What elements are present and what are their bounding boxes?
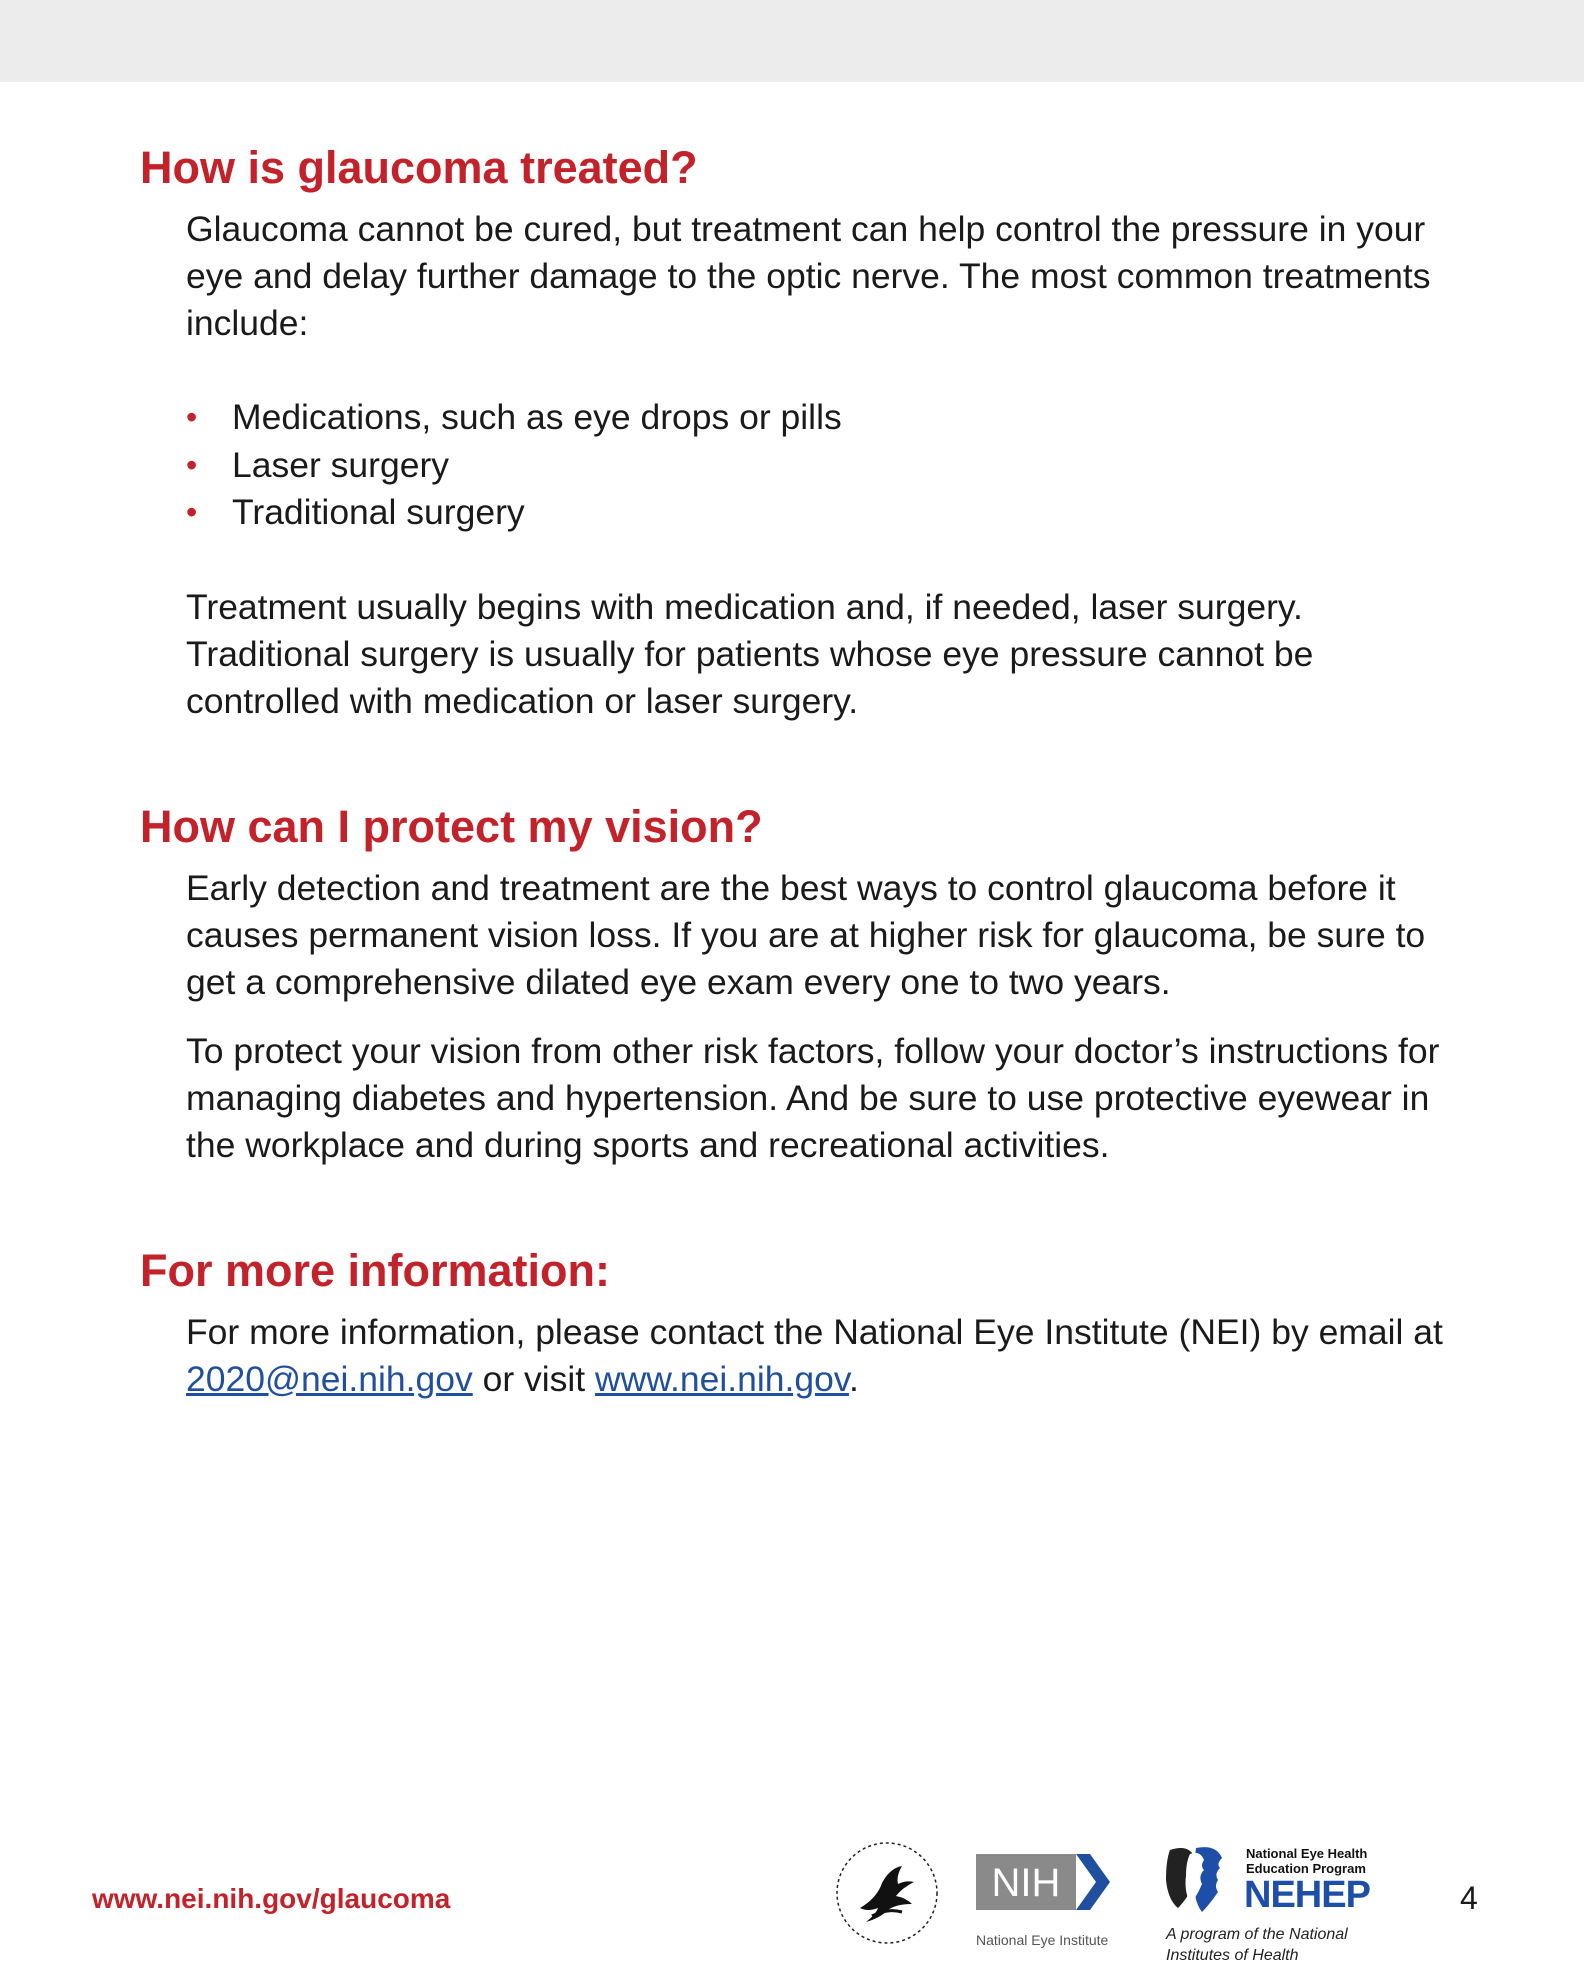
bullet-dot-icon: • [186, 494, 198, 530]
list-item-text: Medications, such as eye drops or pills [232, 397, 842, 437]
treatment-intro: Glaucoma cannot be cured, but treatment can help control the pressure in your eye and delay further damage to the optic nerve. The most common treatments include: [186, 209, 1431, 343]
protect-vision-body [186, 865, 1470, 1169]
treatment-list [186, 394, 1470, 537]
bullet-dot-icon: • [186, 399, 198, 435]
nehep-logo [1160, 1840, 1390, 1970]
heading-protect-vision: How can I protect my vision? [140, 800, 763, 852]
eagle-seal-icon [832, 1838, 942, 1948]
list-item [186, 489, 1470, 537]
protect-paragraph-2: To protect your vision from other risk factors, follow your doctor’s instructions for managing diabetes and hypertension. And be sure to use protective eyewear in the workplace and during sports and recreational activities. [186, 1030, 1440, 1165]
nehep-caption-line-2: Institutes of Health [1166, 1947, 1299, 1964]
more-info-text-after: . [848, 1358, 859, 1399]
treatment-body [186, 206, 1470, 725]
footer-url-link[interactable]: www.nei.nih.gov/glaucoma [92, 1883, 451, 1914]
list-item [186, 442, 1470, 490]
nehep-caption-line-1: A program of the National [1166, 1926, 1348, 1943]
section-more-info [140, 1241, 1470, 1403]
top-band [0, 0, 1584, 82]
document-body [140, 138, 1470, 1463]
nehep-wordmark: NEHEP [1244, 1874, 1370, 1916]
more-info-text-before: For more information, please contact the National Eye Institute (NEI) by email at [186, 1311, 1443, 1352]
nih-caption: National Eye Institute [976, 1932, 1109, 1948]
nehep-top-line-1: National Eye Health [1246, 1846, 1368, 1861]
protect-paragraph-1: Early detection and treatment are the best ways to control glaucoma before it causes permanent vision loss. If you are at higher risk for glaucoma, be sure to get a comprehensive dilated eye exam every one to two years. [186, 867, 1426, 1002]
nih-badge-text: NIH [991, 1861, 1061, 1905]
heading-treatment: How is glaucoma treated? [140, 142, 698, 193]
nih-logo [970, 1840, 1130, 1950]
more-info-paragraph [186, 1309, 1470, 1403]
more-info-text-middle: or visit [472, 1358, 596, 1399]
email-link[interactable]: 2020@nei.nih.gov [186, 1358, 473, 1399]
nehep-top-line-2: Education Program [1246, 1861, 1366, 1876]
list-item-text: Traditional surgery [232, 492, 525, 532]
nehep-program-name [1246, 1846, 1367, 1876]
treatment-followup: Treatment usually begins with medication and, if needed, laser surgery. Traditional surgery is usually for patients whose eye pressure cannot be controlled with medication or laser surgery. [186, 586, 1314, 721]
page-number: 4 [1460, 1880, 1478, 1916]
section-protect-vision [140, 797, 1470, 1169]
more-info-body [186, 1309, 1470, 1403]
nih-arrow-icon [970, 1840, 1130, 1926]
website-link[interactable]: www.nei.nih.gov [595, 1358, 849, 1399]
bullet-dot-icon: • [186, 446, 198, 483]
nehep-caption [1166, 1924, 1348, 1966]
heading-more-info: For more information: [140, 1244, 610, 1296]
hhs-seal-logo [832, 1838, 942, 1948]
list-item-text: Laser surgery [232, 444, 450, 485]
list-item [186, 394, 1470, 442]
section-treatment [140, 138, 1470, 725]
faces-profile-icon [1160, 1840, 1240, 1920]
